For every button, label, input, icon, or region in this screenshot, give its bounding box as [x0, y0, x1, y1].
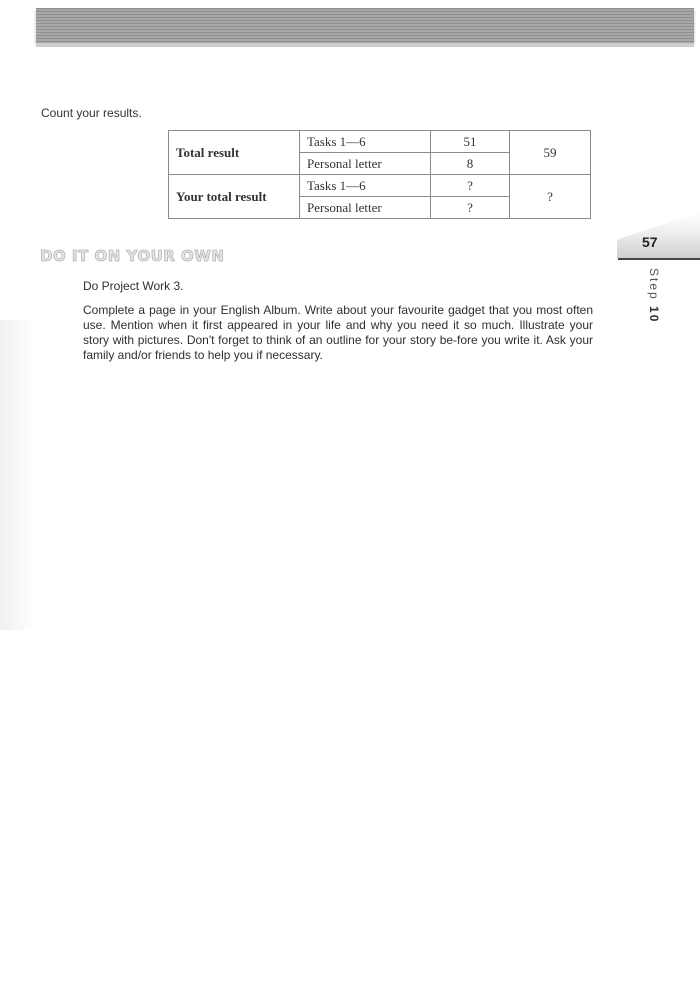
results-table [168, 130, 591, 219]
step-number: 10 [647, 306, 661, 324]
score-cell: ? [431, 175, 510, 197]
page-tab [617, 212, 700, 258]
step-word: Step [647, 268, 661, 301]
total-cell: ? [510, 175, 591, 219]
row-label: Total result [169, 131, 300, 175]
task-cell: Personal letter [300, 197, 431, 219]
project-instruction: Do Project Work 3. [83, 279, 184, 293]
page-edge-shadow [0, 320, 36, 630]
task-paragraph: Complete a page in your English Album. Write about your favourite gadget that you most often use. Mention when it first appeared in your life and why you need it so much. Illustrate your story with pictures. Don't forget to think of an outline for your story be-fore you write it. Ask your family and/or friends to help you if necessary. [83, 303, 593, 362]
task-cell: Tasks 1—6 [300, 175, 431, 197]
score-cell: 8 [431, 153, 510, 175]
score-cell: 51 [431, 131, 510, 153]
task-cell: Personal letter [300, 153, 431, 175]
table-row [169, 175, 591, 197]
score-cell: ? [431, 197, 510, 219]
section-heading: DO IT ON YOUR OWN [40, 247, 225, 265]
table-row [169, 131, 591, 153]
row-label: Your total result [169, 175, 300, 219]
total-cell: 59 [510, 131, 591, 175]
step-label [645, 268, 661, 338]
page-rule [618, 258, 700, 260]
page-number: 57 [642, 234, 658, 250]
intro-text: Count your results. [41, 106, 142, 120]
header-band [36, 8, 694, 43]
task-cell: Tasks 1—6 [300, 131, 431, 153]
